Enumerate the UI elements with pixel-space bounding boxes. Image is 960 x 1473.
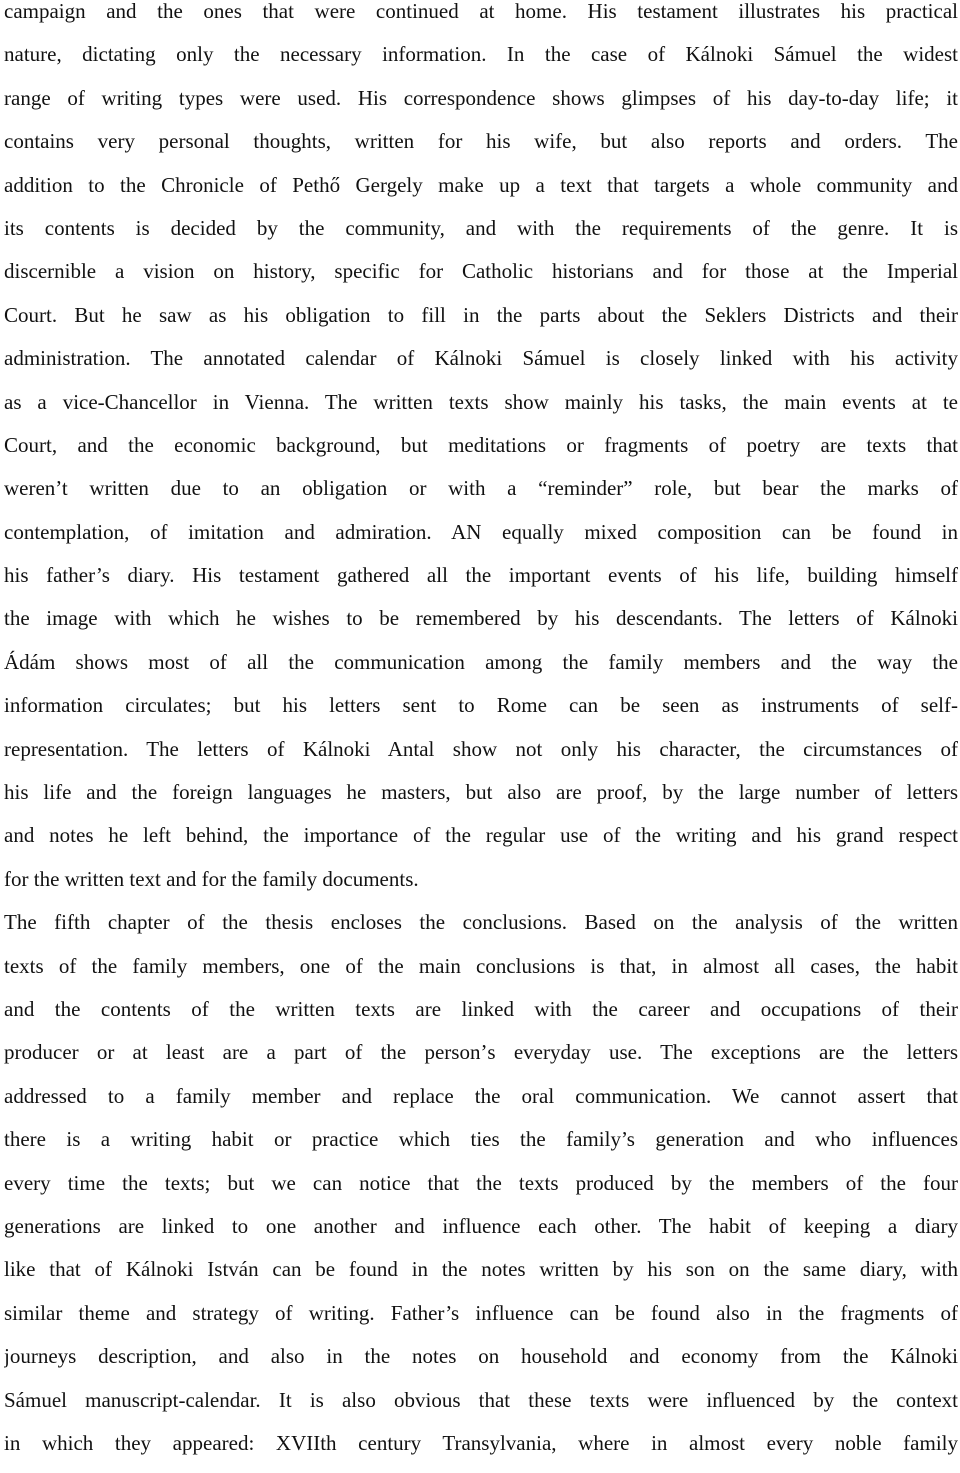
- text-line: texts of the family members, one of the main conclusions is that, in almost all cases, the habit: [4, 953, 958, 978]
- text-line: there is a writing habit or practice which ties the family’s generation and who influences: [4, 1127, 958, 1152]
- text-line: his father’s diary. His testament gathered all the important events of his life, building himself: [4, 563, 958, 588]
- text-line: campaign and the ones that were continued at home. His testament illustrates his practical: [4, 0, 958, 23]
- text-line: Court, and the economic background, but meditations or fragments of poetry are texts that: [4, 432, 958, 457]
- text-line: addition to the Chronicle of Pethő Gergely make up a text that targets a whole community and: [4, 172, 958, 197]
- text-line: generations are linked to one another and influence each other. The habit of keeping a diary: [4, 1213, 958, 1238]
- text-line: its contents is decided by the community, and with the requirements of the genre. It is: [4, 215, 958, 240]
- text-line: addressed to a family member and replace the oral communication. We cannot assert that: [4, 1083, 958, 1108]
- text-line: contemplation, of imitation and admiration. AN equally mixed composition can be found in: [4, 519, 958, 544]
- text-line: in which they appeared: XVIIth century Transylvania, where in almost every noble family: [4, 1430, 958, 1455]
- text-line: contains very personal thoughts, written for his wife, but also reports and orders. The: [4, 129, 958, 154]
- text-line: Sámuel manuscript-calendar. It is also obvious that these texts were influenced by the context: [4, 1387, 958, 1412]
- text-line: his life and the foreign languages he masters, but also are proof, by the large number of letters: [4, 780, 958, 805]
- text-line: Court. But he saw as his obligation to fill in the parts about the Seklers Districts and their: [4, 302, 958, 327]
- text-line: and notes he left behind, the importance of the regular use of the writing and his grand respect: [4, 823, 958, 848]
- text-line: for the written text and for the family documents.: [4, 866, 419, 891]
- text-line: producer or at least are a part of the personʼs everyday use. The exceptions are the letters: [4, 1040, 958, 1065]
- text-line: similar theme and strategy of writing. Father’s influence can be found also in the fragments of: [4, 1300, 958, 1325]
- text-line: every time the texts; but we can notice that the texts produced by the members of the four: [4, 1170, 958, 1195]
- text-line: representation. The letters of Kálnoki Antal show not only his character, the circumstances of: [4, 736, 958, 761]
- text-line: weren’t written due to an obligation or with a “reminder” role, but bear the marks of: [4, 476, 958, 501]
- text-line: information circulates; but his letters sent to Rome can be seen as instruments of self-: [4, 693, 958, 718]
- text-line: journeys description, and also in the notes on household and economy from the Kálnoki: [4, 1344, 958, 1369]
- text-line: like that of Kálnoki István can be found in the notes written by his son on the same diary, with: [4, 1257, 958, 1282]
- text-line: Ádám shows most of all the communication among the family members and the way the: [4, 649, 958, 674]
- text-line: administration. The annotated calendar of Kálnoki Sámuel is closely linked with his activity: [4, 346, 958, 371]
- paragraph-2: [4, 909, 958, 1473]
- text-line: The fifth chapter of the thesis encloses the conclusions. Based on the analysis of the written: [4, 910, 958, 935]
- paragraph-1: [4, 0, 958, 909]
- document-page: [4, 0, 958, 1473]
- text-line: nature, dictating only the necessary information. In the case of Kálnoki Sámuel the widest: [4, 42, 958, 67]
- text-line: and the contents of the written texts are linked with the career and occupations of their: [4, 996, 958, 1021]
- text-line: range of writing types were used. His correspondence shows glimpses of his day-to-day life; it: [4, 85, 958, 110]
- text-line: as a vice-Chancellor in Vienna. The written texts show mainly his tasks, the main events at te: [4, 389, 958, 414]
- text-line: discernible a vision on history, specific for Catholic historians and for those at the Imperial: [4, 259, 958, 284]
- text-line: the image with which he wishes to be remembered by his descendants. The letters of Kálnoki: [4, 606, 958, 631]
